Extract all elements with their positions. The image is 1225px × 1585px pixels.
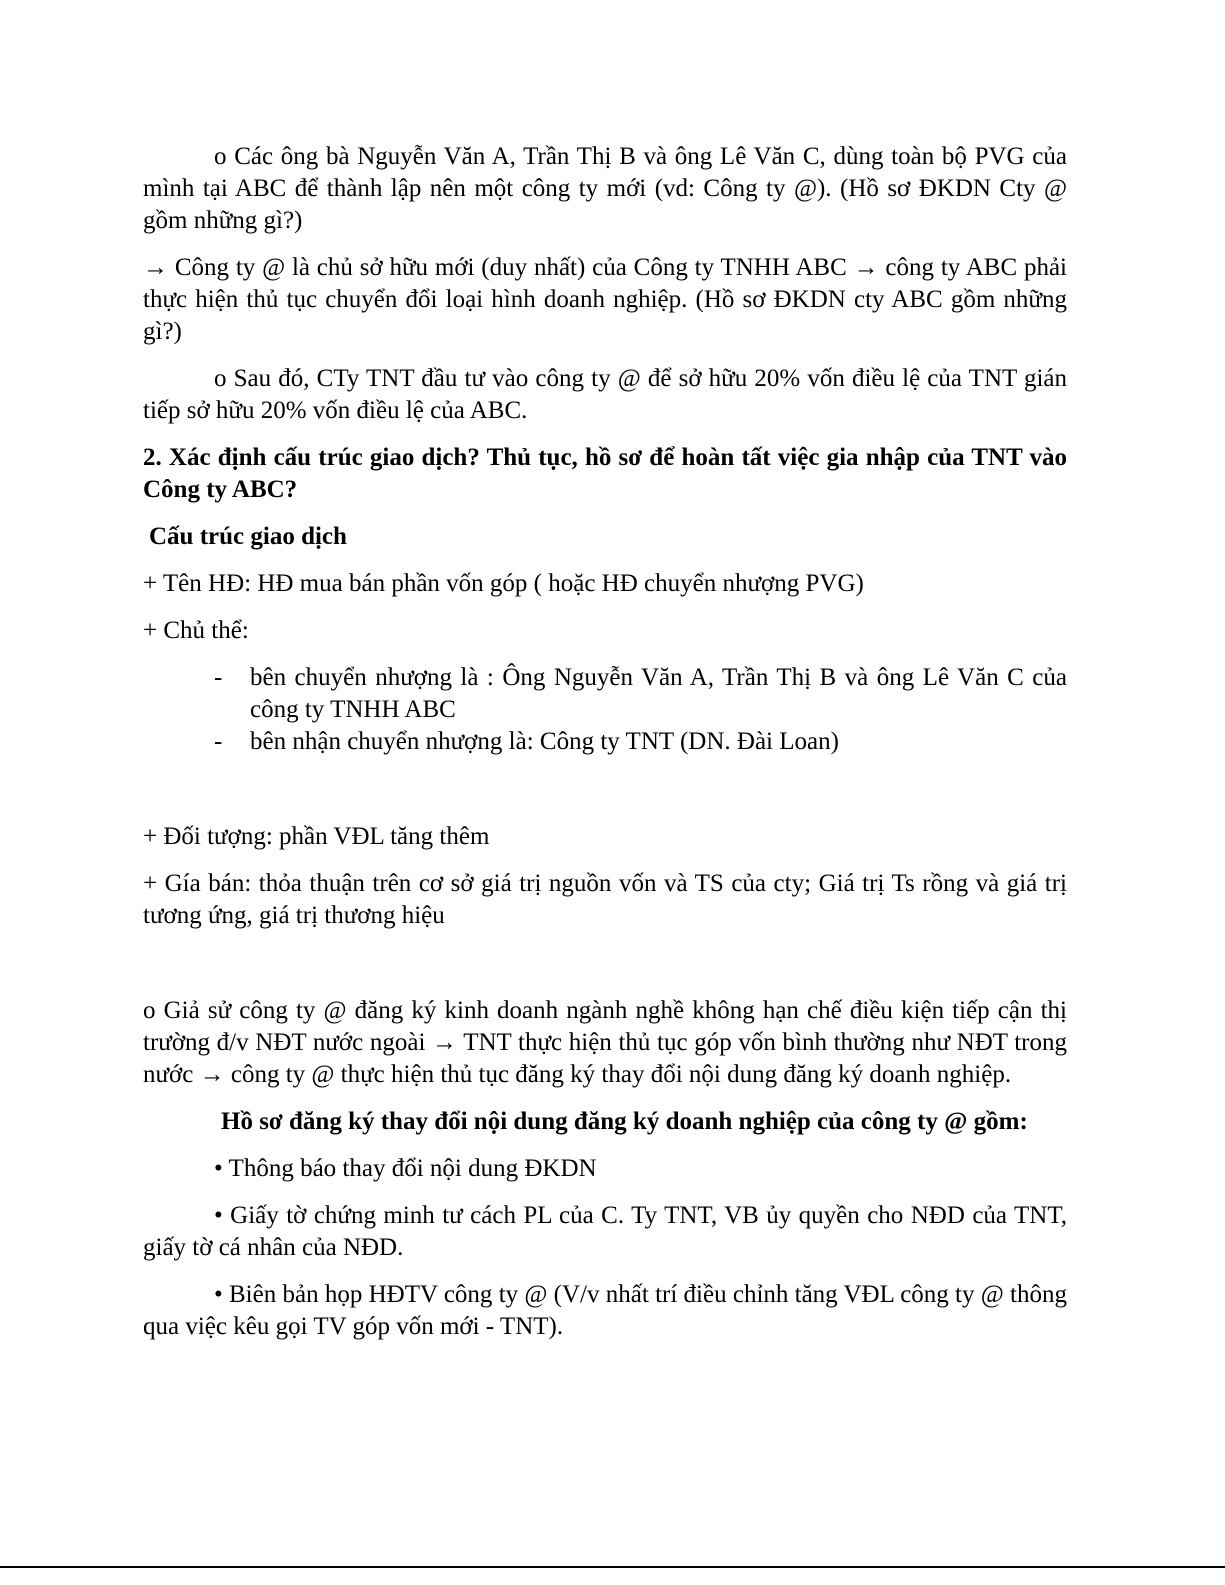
blank-space: [143, 947, 1067, 995]
dossier-item: • Biên bản họp HĐTV công ty @ (V/v nhất trí điều chỉnh tăng VĐL công ty @ thông qua việc kêu gọi TV góp vốn mới - TNT).: [143, 1281, 1067, 1340]
dossier-heading: Hồ sơ đăng ký thay đổi nội dung đăng ký doanh nghiệp của công ty @ gồm:: [221, 1108, 1028, 1135]
list-item: [143, 662, 1067, 726]
list-dash: -: [214, 664, 223, 691]
paragraph-assumption: o Giả sử công ty @ đăng ký kinh doanh ngành nghề không hạn chế điều kiện tiếp cận thị trường đ/v NĐT nước ngoài → TNT thực hiện thủ tục góp vốn bình thường như NĐT trong nước → công ty @ thực hiện thủ tục đăng ký thay đổi nội dung đăng ký doanh nghiệp.: [143, 997, 1067, 1088]
blank-space: [143, 773, 1067, 821]
parties-list: [143, 662, 1067, 758]
party-transferee: bên nhận chuyển nhượng là: Công ty TNT (DN. Đài Loan): [250, 728, 839, 755]
price-line: + Gía bán: thỏa thuận trên cơ sở giá trị nguồn vốn và TS của cty; Giá trị Ts rồng và giá trị tương ứng, giá trị thương hiệu: [143, 870, 1067, 929]
contract-name-line: + Tên HĐ: HĐ mua bán phần vốn góp ( hoặc HĐ chuyển nhượng PVG): [143, 570, 864, 597]
transaction-structure-heading: Cấu trúc giao dịch: [149, 523, 347, 550]
list-item: [143, 726, 1067, 758]
parties-label: + Chủ thể:: [143, 617, 249, 644]
dossier-item: • Thông báo thay đổi nội dung ĐKDN: [214, 1155, 597, 1182]
party-transferor: bên chuyển nhượng là : Ông Nguyễn Văn A, Trần Thị B và ông Lê Văn C của công ty TNHH ABC: [250, 664, 1067, 723]
page-bottom-border: [0, 1566, 1225, 1568]
subject-line: + Đối tượng: phần VĐL tăng thêm: [143, 823, 490, 850]
document-body: [143, 141, 1067, 1358]
dossier-item: • Giấy tờ chứng minh tư cách PL của C. Ty TNT, VB ủy quyền cho NĐD của TNT, giấy tờ cá nhân của NĐD.: [143, 1202, 1067, 1261]
paragraph-tnt-investment: o Sau đó, CTy TNT đầu tư vào công ty @ để sở hữu 20% vốn điều lệ của TNT gián tiếp sở hữu 20% vốn điều lệ của ABC.: [143, 365, 1067, 424]
paragraph-conversion: → Công ty @ là chủ sở hữu mới (duy nhất) của Công ty TNHH ABC → công ty ABC phải thực hiện thủ tục chuyển đổi loại hình doanh nghiệp. (Hồ sơ ĐKDN cty ABC gồm những gì?): [143, 254, 1067, 345]
question-2-heading: 2. Xác định cấu trúc giao dịch? Thủ tục, hồ sơ để hoàn tất việc gia nhập của TNT vào Công ty ABC?: [143, 444, 1067, 503]
paragraph-founding-new-company: o Các ông bà Nguyễn Văn A, Trần Thị B và ông Lê Văn C, dùng toàn bộ PVG của mình tại ABC để thành lập nên một công ty mới (vd: Công ty @). (Hồ sơ ĐKDN Cty @ gồm những gì?): [143, 143, 1067, 234]
list-dash: -: [214, 728, 223, 755]
